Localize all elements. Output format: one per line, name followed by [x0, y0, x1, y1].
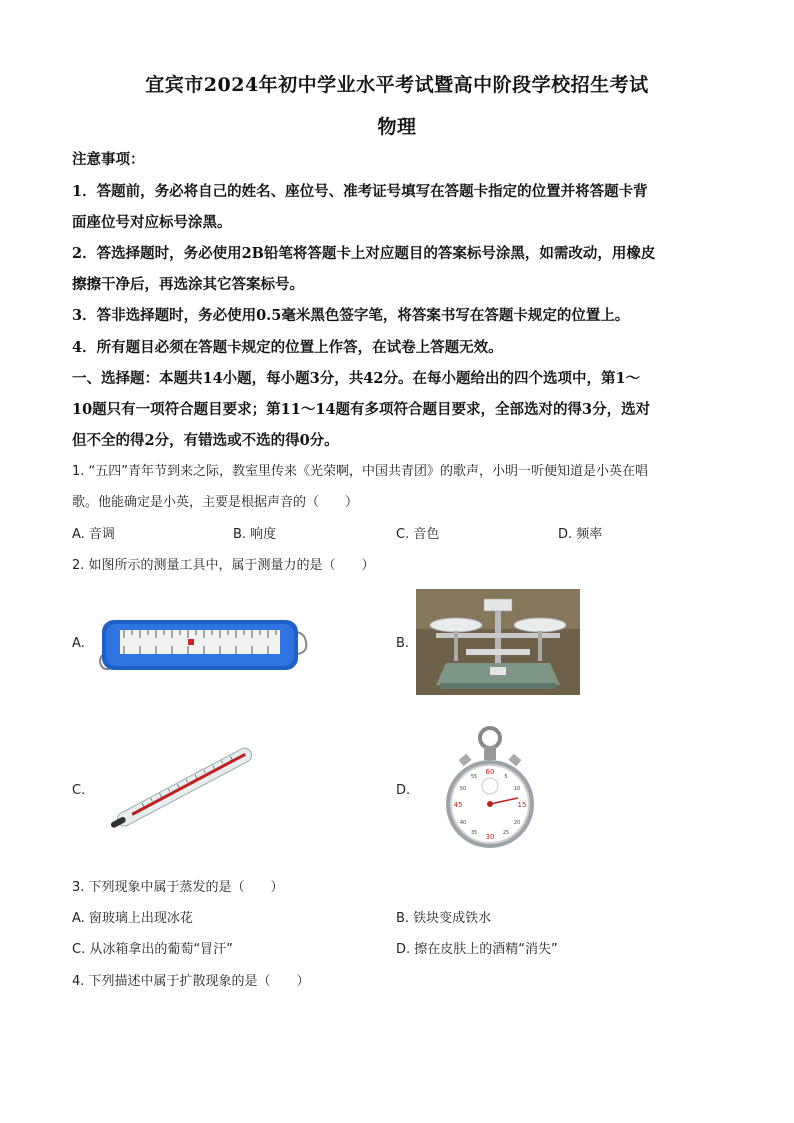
- question-3-stem: 3. 下列现象中属于蒸发的是（ ）: [72, 880, 284, 895]
- notice-line: 面座位号对应标号涂黑。: [72, 214, 232, 231]
- question-2-option-a: A.: [72, 636, 85, 651]
- stopwatch-tick: 10: [513, 786, 521, 792]
- notice-line: 1．答题前，务必将自己的姓名、座位号、准考证号填写在答题卡指定的位置并将答题卡背: [72, 183, 648, 200]
- stopwatch-tick: 45: [453, 801, 463, 809]
- question-1-stem: 歌。他能确定是小英，主要是根据声音的（ ）: [72, 495, 359, 510]
- stopwatch-image: [440, 726, 540, 850]
- spring-scale-image: [92, 604, 318, 684]
- balance-scale-image: [416, 589, 580, 695]
- section-instruction: 一、选择题：本题共14小题，每小题3分，共42分。在每小题给出的四个选项中，第1～: [72, 370, 641, 387]
- question-2-stem: 2. 如图所示的测量工具中，属于测量力的是（ ）: [72, 558, 375, 573]
- notice-heading: 注意事项：: [72, 151, 145, 168]
- thermometer-image: [100, 740, 270, 836]
- notice-line: 擦擦干净后，再选涂其它答案标号。: [72, 276, 304, 293]
- question-3-option-b: B. 铁块变成铁水: [396, 911, 492, 926]
- stopwatch-tick: 35: [470, 830, 478, 836]
- subject-title: 物理: [377, 116, 417, 138]
- stopwatch-tick: 40: [459, 820, 467, 826]
- stopwatch-tick: 20: [513, 820, 521, 826]
- stopwatch-tick: 25: [502, 830, 510, 836]
- question-3-option-c: C. 从冰箱拿出的葡萄“冒汗”: [72, 942, 233, 957]
- question-1-option-d: D. 频率: [558, 527, 603, 542]
- notice-line: 2．答选择题时，务必使用2B铅笔将答题卡上对应题目的答案标号涂黑，如需改动，用橡皮: [72, 245, 656, 262]
- stopwatch-tick: 5: [504, 774, 508, 780]
- question-3-option-d: D. 擦在皮肤上的酒精“消失”: [396, 942, 558, 957]
- question-1-option-b: B. 响度: [233, 527, 277, 542]
- notice-line: 4．所有题目必须在答题卡规定的位置上作答，在试卷上答题无效。: [72, 339, 503, 356]
- stopwatch-tick: 15: [517, 801, 527, 809]
- stopwatch-tick: 55: [470, 774, 478, 780]
- question-2-option-b: B.: [396, 636, 410, 651]
- stopwatch-tick: 30: [485, 833, 495, 841]
- notice-line: 3．答非选择题时，务必使用0.5毫米黑色签字笔，将答案书写在答题卡规定的位置上。: [72, 307, 630, 324]
- exam-title: 宜宾市2024年初中学业水平考试暨高中阶段学校招生考试: [145, 74, 649, 96]
- stopwatch-tick: 60: [485, 768, 495, 776]
- question-4-stem: 4. 下列描述中属于扩散现象的是（ ）: [72, 974, 310, 989]
- question-1-stem: 1. “五四”青年节到来之际，教室里传来《光荣啊，中国共青团》的歌声，小明一听便知道是小英在唱: [72, 464, 649, 479]
- question-1-option-a: A. 音调: [72, 527, 115, 542]
- section-instruction: 10题只有一项符合题目要求；第11～14题有多项符合题目要求，全部选对的得3分，选对: [72, 401, 651, 418]
- question-2-option-d: D.: [396, 783, 411, 798]
- section-instruction: 但不全的得2分，有错选或不选的得0分。: [72, 432, 339, 449]
- question-2-option-c: C.: [72, 783, 86, 798]
- question-3-option-a: A. 窗玻璃上出现冰花: [72, 911, 193, 926]
- stopwatch-tick: 50: [459, 786, 467, 792]
- question-1-option-c: C. 音色: [396, 527, 440, 542]
